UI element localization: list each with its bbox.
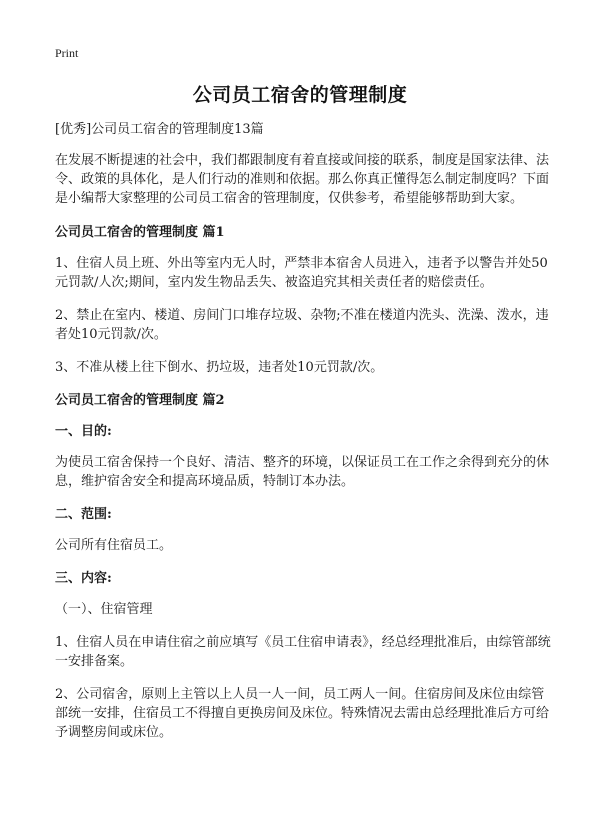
section1-heading: 公司员工宿舍的管理制度 篇1 bbox=[55, 225, 225, 240]
section2-item: 1、住宿人员在申请住宿之前应填写《员工住宿申请表》，经总经理批准后，由综管部统一安排备案。 bbox=[55, 635, 551, 669]
section2-item: 2、公司宿舍，原则上主管以上人员一人一间，员工两人一间。住宿房间及床位由综管部统一安排，住宿员工不得擅自更换房间及床位。特殊情况去需由总经理批准后方可给予调整房间或床位。 bbox=[55, 687, 550, 740]
content-heading: 三、内容: bbox=[55, 571, 112, 586]
document-subtitle: [优秀]公司员工宿舍的管理制度13篇 bbox=[55, 122, 264, 137]
purpose-heading: 一、目的: bbox=[55, 424, 112, 439]
intro-paragraph: 在发展不断提速的社会中，我们都跟制度有着直接或间接的联系，制度是国家法律、法令、政策的具体化，是人们行动的准则和依据。那么你真正懂得怎么制定制度吗？下面是小编帮大家整理的公司员工宿舍的管理制度，仅供参考，希望能够帮助到大家。 bbox=[55, 153, 550, 206]
section1-item: 2、禁止在室内、楼道、房间门口堆存垃圾、杂物;不准在楼道内洗头、洗澡、泼水，违者处10元罚款/次。 bbox=[55, 308, 549, 342]
page-title: 公司员工宿舍的管理制度 bbox=[192, 84, 408, 106]
section1-item: 1、住宿人员上班、外出等室内无人时，严禁非本宿舍人员进入，违者予以警告并处50元罚款/人次;期间，室内发生物品丢失、被盗追究其相关责任者的赔偿责任。 bbox=[55, 256, 548, 290]
section1-item: 3、不准从楼上往下倒水、扔垃圾，违者处10元罚款/次。 bbox=[55, 360, 384, 375]
sub-heading: （一）、住宿管理 bbox=[55, 602, 153, 617]
purpose-text: 为使员工宿舍保持一个良好、清洁、整齐的环境，以保证员工在工作之余得到充分的休息，维护宿舍安全和提高环境品质，特制订本办法。 bbox=[55, 455, 550, 489]
scope-text: 公司所有住宿员工。 bbox=[55, 538, 173, 553]
print-link[interactable]: Print bbox=[55, 46, 79, 60]
section2-heading: 公司员工宿舍的管理制度 篇2 bbox=[55, 393, 225, 408]
document-body bbox=[55, 120, 555, 756]
scope-heading: 二、范围: bbox=[55, 507, 112, 522]
